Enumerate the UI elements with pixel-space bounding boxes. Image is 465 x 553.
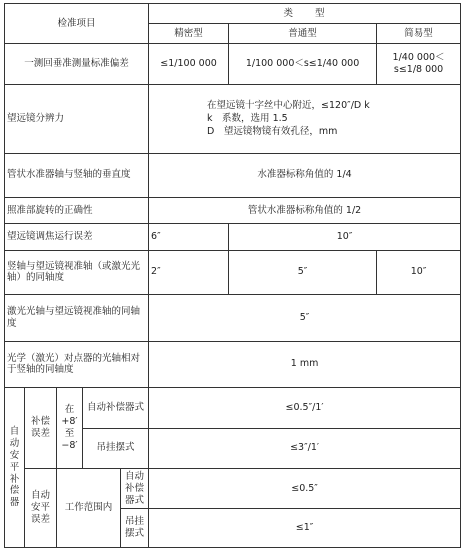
row5-ordinary-simple: 10″ <box>229 224 461 250</box>
row4-value: 管状水准器标称角值的 1/2 <box>149 198 461 224</box>
row9-value-3: ≤0.5″ <box>149 469 461 509</box>
row9-leveling-error: 自动安平误差 <box>25 469 57 548</box>
row9-sub-auto-2: 自动补偿器式 <box>121 469 149 509</box>
row9-working-range: 工作范围内 <box>57 469 121 548</box>
row6-ordinary: 5″ <box>229 250 377 294</box>
row2-formula: 在望远镜十字丝中心附近，≤120″/D k <box>207 99 370 111</box>
inspection-spec-table <box>4 3 461 548</box>
header-type-group: 类 型 <box>149 4 461 24</box>
row5-precise: 6″ <box>149 224 229 250</box>
row3-label: 管状水准器轴与竖轴的垂直度 <box>5 153 149 197</box>
row1-simple: 1/40 000＜s≤1/8 000 <box>377 44 461 84</box>
row9-value-2: ≤3″/1′ <box>149 428 461 468</box>
row4-label: 照准部旋转的正确性 <box>5 198 149 224</box>
row9-value-4: ≤1″ <box>149 509 461 548</box>
row7-label: 激光光轴与望远镜视准轴的同轴度 <box>5 295 149 342</box>
row1-precise: ≤1/100 000 <box>149 44 229 84</box>
row6-precise: 2″ <box>149 250 229 294</box>
row8-value: 1 mm <box>149 341 461 388</box>
header-ordinary: 普通型 <box>229 24 377 44</box>
row2-value <box>149 84 461 153</box>
header-precise: 精密型 <box>149 24 229 44</box>
row2-d-definition: D 望远镜物镜有效孔径，mm <box>207 125 338 137</box>
row6-simple: 10″ <box>377 250 461 294</box>
row5-label: 望远镜调焦运行误差 <box>5 224 149 250</box>
row1-label: 一测回垂准测量标准偏差 <box>5 44 149 84</box>
row3-value: 水准器标称角值的 1/4 <box>149 153 461 197</box>
row9-sub-pendulum-1: 吊挂摆式 <box>83 428 149 468</box>
row9-sub-auto-1: 自动补偿器式 <box>83 388 149 428</box>
row1-ordinary: 1/100 000＜s≤1/40 000 <box>229 44 377 84</box>
row2-k-definition: k 系数，选用 1.5 <box>207 112 288 124</box>
row6-label: 竖轴与望远镜视准轴（或激光光轴）的同轴度 <box>5 250 149 294</box>
row9-range: 在+8′至−8′ <box>57 388 83 469</box>
row9-sub-pendulum-2: 吊挂摆式 <box>121 509 149 548</box>
row9-compensation-error: 补偿误差 <box>25 388 57 469</box>
row2-label: 望远镜分辨力 <box>5 84 149 153</box>
row8-label: 光学（激光）对点器的光轴相对于竖轴的同轴度 <box>5 341 149 388</box>
row7-value: 5″ <box>149 295 461 342</box>
header-simple: 简易型 <box>377 24 461 44</box>
row9-value-1: ≤0.5″/1′ <box>149 388 461 428</box>
header-project: 检准项目 <box>5 4 149 44</box>
row9-group-compensator: 自动安平补偿器 <box>5 388 25 548</box>
